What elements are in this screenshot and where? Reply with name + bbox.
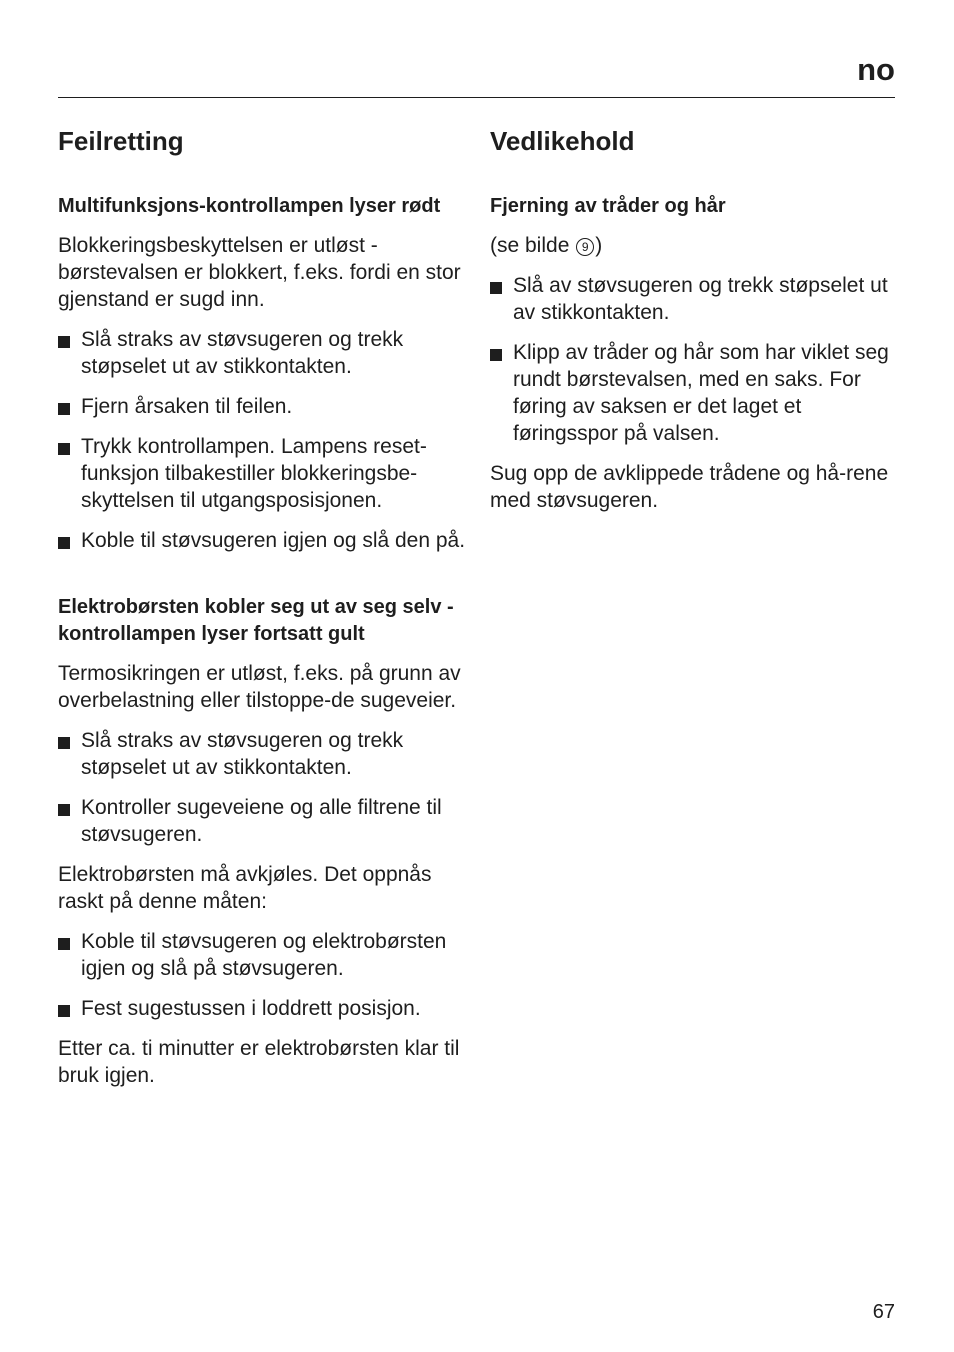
square-bullet-icon — [58, 403, 70, 415]
list-item: Slå av støvsugeren og trekk støpselet ut av stikkontakten. — [490, 272, 900, 326]
section-title-vedlikehold: Vedlikehold — [490, 126, 635, 156]
square-bullet-icon — [490, 282, 502, 294]
list-item: Klipp av tråder og hår som har viklet seg rundt børstevalsen, med en saks. For føring av saksen er det laget et føringsspor på valsen. — [490, 339, 900, 447]
left-column — [58, 122, 470, 1102]
square-bullet-icon — [490, 349, 502, 361]
list-item: Koble til støvsugeren igjen og slå den på. — [58, 527, 470, 554]
paragraph-thermal-fuse: Termosikringen er utløst, f.eks. på grunn av overbelastning eller tilstoppe-de sugeveier. — [58, 662, 461, 712]
square-bullet-icon — [58, 737, 70, 749]
list-item: Slå straks av støvsugeren og trekk støpselet ut av stikkontakten. — [58, 326, 470, 380]
paragraph-vacuum-clippings: Sug opp de avklippede trådene og hå-rene med støvsugeren. — [490, 462, 889, 512]
bullet-list-3 — [58, 928, 470, 1022]
page-number: 67 — [872, 1301, 895, 1323]
bullet-list-4 — [490, 272, 900, 447]
subheading-multifunction-lamp: Multifunksjons-kontrollampen lyser rødt — [58, 195, 441, 217]
bullet-list-1 — [58, 326, 470, 554]
list-item: Trykk kontrollampen. Lampens reset-funksjon tilbakestiller blokkeringsbe-skyttelsen til utgangsposisjonen. — [58, 433, 470, 514]
square-bullet-icon — [58, 1005, 70, 1017]
figure-number-badge: 9 — [576, 238, 594, 256]
figure-reference: (se bilde 9 ) — [490, 234, 603, 257]
paragraph-ready-again: Etter ca. ti minutter er elektrobørsten klar til bruk igjen. — [58, 1037, 460, 1087]
square-bullet-icon — [58, 537, 70, 549]
right-column — [490, 122, 900, 527]
list-item: Kontroller sugeveiene og alle filtrene til støvsugeren. — [58, 794, 470, 848]
section-title-feilretting: Feilretting — [58, 126, 184, 156]
list-item: Fjern årsaken til feilen. — [58, 393, 470, 420]
list-item: Slå straks av støvsugeren og trekk støpselet ut av stikkontakten. — [58, 727, 470, 781]
paragraph-blocking-protection: Blokkeringsbeskyttelsen er utløst - børstevalsen er blokkert, f.eks. fordi en stor gjenstand er sugd inn. — [58, 234, 461, 311]
square-bullet-icon — [58, 443, 70, 455]
list-item: Koble til støvsugeren og elektrobørsten igjen og slå på støvsugeren. — [58, 928, 470, 982]
square-bullet-icon — [58, 938, 70, 950]
spacer — [58, 567, 470, 594]
square-bullet-icon — [58, 336, 70, 348]
paragraph-cooling: Elektrobørsten må avkjøles. Det oppnås raskt på denne måten: — [58, 863, 432, 913]
list-item: Fest sugestussen i loddrett posisjon. — [58, 995, 470, 1022]
subheading-electrobrush: Elektrobørsten kobler seg ut av seg selv - kontrollampen lyser fortsatt gult — [58, 596, 454, 645]
language-code: no — [857, 52, 895, 87]
header-rule — [58, 97, 895, 98]
square-bullet-icon — [58, 804, 70, 816]
subheading-thread-removal: Fjerning av tråder og hår — [490, 195, 726, 217]
bullet-list-2 — [58, 727, 470, 848]
